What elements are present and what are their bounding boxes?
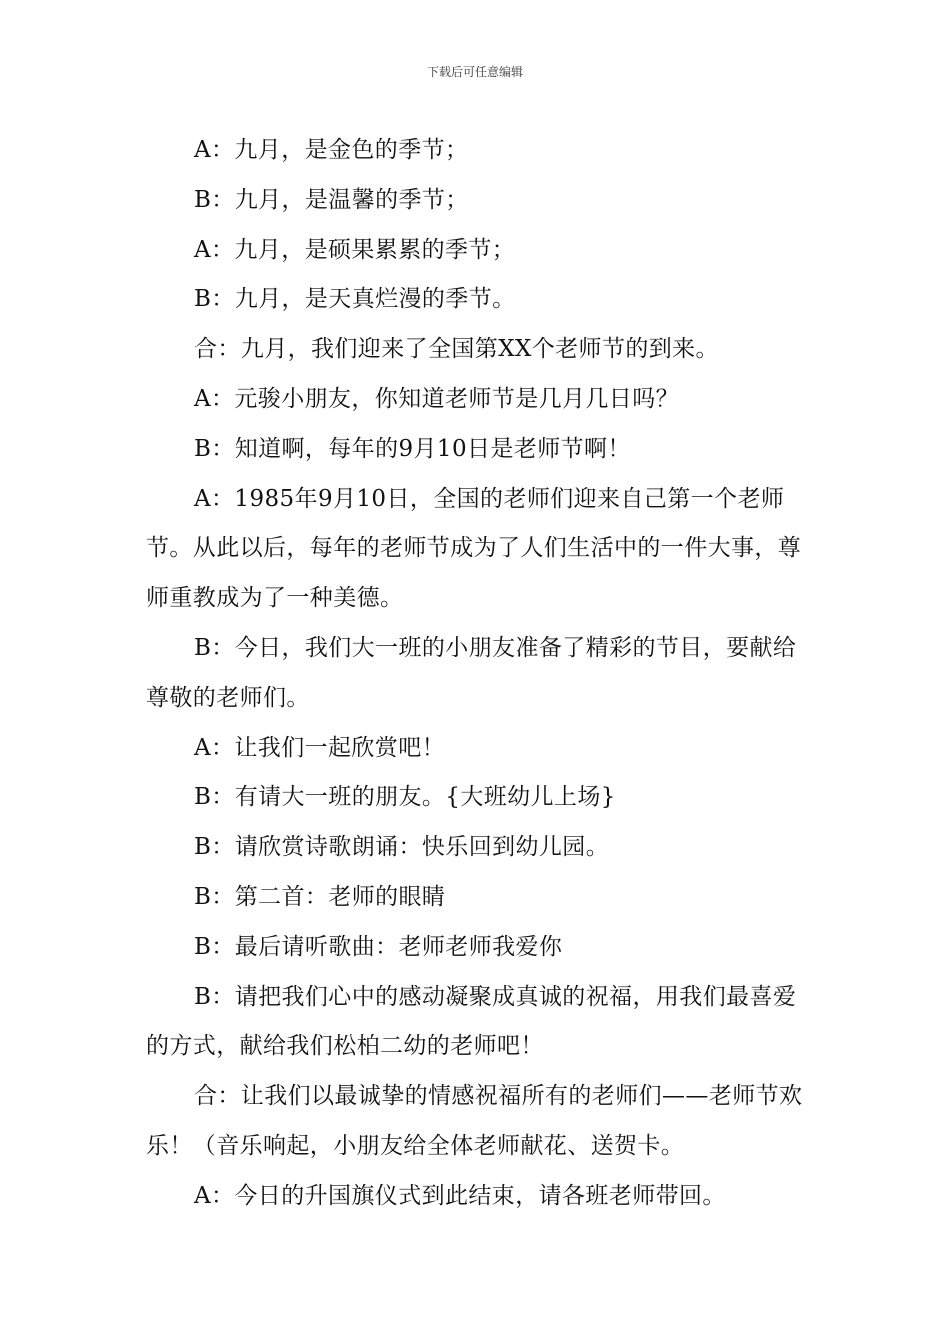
paragraph-16: 合：让我们以最诚挚的情感祝福所有的老师们——老师节欢乐！（音乐响起，小朋友给全体老师献花、送贺卡。 [146, 1083, 803, 1159]
paragraph-9: B：今日，我们大一班的小朋友准备了精彩的节目，要献给尊敬的老师们。 [146, 634, 797, 711]
document-body [146, 126, 808, 1222]
paragraph-7: B：知道啊，每年的9月10日是老师节啊！ [194, 435, 631, 462]
paragraph-4: B：九月，是天真烂漫的季节。 [194, 286, 516, 313]
page-header-note: 下载后可任意编辑 [426, 65, 523, 79]
paragraph-11: B：有请大一班的朋友。{大班幼儿上场} [194, 784, 616, 811]
paragraph-5: 合：九月，我们迎来了全国第XX个老师节的到来。 [194, 336, 719, 363]
paragraph-8: A：1985年9月10日，全国的老师们迎来自己第一个老师节。从此以后，每年的老师节成为了人们生活中的一件大事，尊师重教成为了一种美德。 [146, 485, 802, 612]
paragraph-14: B：最后请听歌曲：老师老师我爱你 [194, 933, 563, 960]
paragraph-3: A：九月，是硕果累累的季节； [194, 236, 516, 263]
paragraph-10: A：让我们一起欣赏吧！ [194, 734, 446, 761]
paragraph-15: B：请把我们心中的感动凝聚成真诚的祝福，用我们最喜爱的方式，献给我们松柏二幼的老师吧！ [146, 983, 797, 1060]
paragraph-2: B：九月，是温馨的季节； [194, 186, 469, 213]
paragraph-17: A：今日的升国旗仪式到此结束，请各班老师带回。 [194, 1182, 726, 1209]
paragraph-12: B：请欣赏诗歌朗诵：快乐回到幼儿园。 [194, 834, 610, 861]
paragraph-6: A：元骏小朋友，你知道老师节是几月几日吗？ [194, 385, 680, 412]
paragraph-13: B：第二首：老师的眼睛 [194, 883, 446, 910]
paragraph-1: A：九月，是金色的季节； [194, 137, 469, 163]
